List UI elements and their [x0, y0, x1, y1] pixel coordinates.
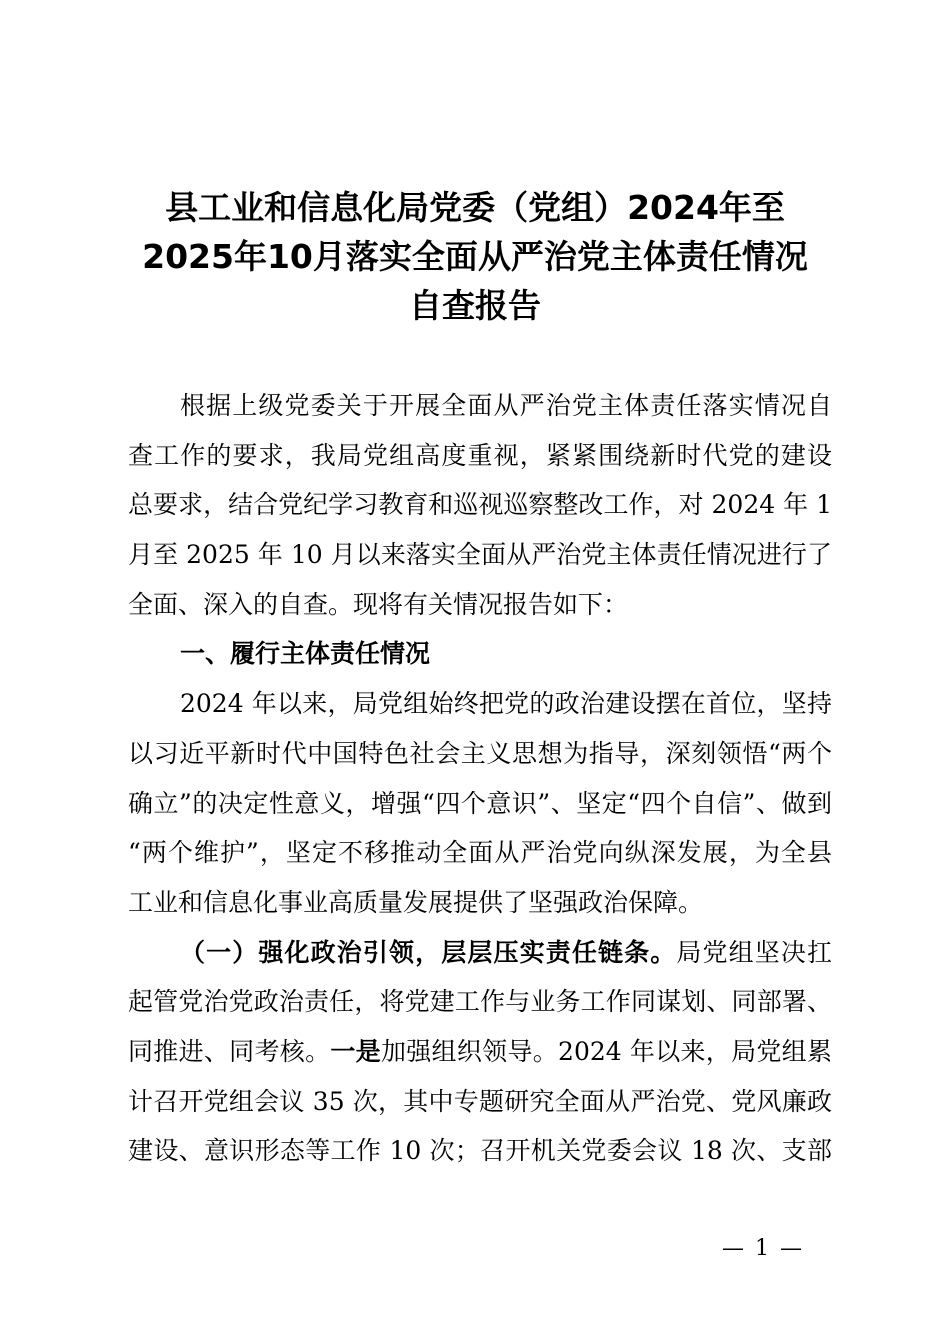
- text-line: [128, 629, 832, 679]
- title-line: 县工业和信息化局党委（党组）2024年至: [165, 188, 785, 227]
- text-segment: 起管党治党政治责任，将党建工作与业务工作同谋划、同部署、: [128, 987, 832, 1017]
- text-line: [128, 1126, 832, 1176]
- text-segment: 建设、意识形态等工作 10 次；召开机关党委会议 18 次、支部: [128, 1136, 832, 1166]
- title-line: 自查报告: [409, 286, 541, 325]
- text-segment: 查工作的要求，我局党组高度重视，紧紧围绕新时代党的建设: [128, 440, 832, 470]
- text-segment: 局党组坚决扛: [676, 937, 832, 967]
- page-number: — 1 —: [722, 1236, 804, 1261]
- text-line: [128, 480, 832, 530]
- text-segment: 加强组织领导。2024 年以来，局党组累: [380, 1036, 832, 1066]
- text-line: [128, 381, 832, 431]
- text-line: [128, 530, 832, 580]
- text-line: [128, 878, 832, 928]
- text-line: [128, 580, 832, 630]
- text-segment: 2024 年以来，局党组始终把党的政治建设摆在首位，坚持: [180, 689, 832, 719]
- bold-text: （一）强化政治引领，层层压实责任链条。: [180, 937, 677, 967]
- text-segment: 计召开党组会议 35 次，其中专题研究全面从严治党、党风廉政: [128, 1086, 832, 1116]
- text-line: [128, 679, 832, 729]
- text-line: [128, 779, 832, 829]
- text-segment: “两个维护”，坚定不移推动全面从严治党向纵深发展，为全县: [128, 838, 832, 868]
- bold-text: 一、履行主体责任情况: [180, 639, 431, 669]
- text-line: [128, 977, 832, 1027]
- bold-text: 一是: [330, 1036, 381, 1066]
- document-body: [128, 381, 832, 1176]
- document-title: [0, 183, 950, 330]
- text-segment: 同推进、同考核。: [128, 1036, 331, 1066]
- text-segment: 工业和信息化事业高质量发展提供了坚强政治保障。: [128, 887, 704, 917]
- text-segment: 全面、深入的自查。现将有关情况报告如下：: [128, 589, 629, 619]
- text-segment: 以习近平新时代中国特色社会主义思想为指导，深刻领悟“两个: [128, 738, 832, 768]
- text-line: [128, 828, 832, 878]
- text-segment: 确立”的决定性意义，增强“四个意识”、坚定“四个自信”、做到: [128, 788, 832, 818]
- text-segment: 总要求，结合党纪学习教育和巡视巡察整改工作，对 2024 年 1: [128, 490, 832, 520]
- text-segment: 根据上级党委关于开展全面从严治党主体责任落实情况自: [180, 391, 832, 420]
- text-segment: 月至 2025 年 10 月以来落实全面从严治党主体责任情况进行了: [128, 540, 832, 570]
- text-line: [128, 431, 832, 481]
- text-line: [128, 1027, 832, 1077]
- text-line: [128, 729, 832, 779]
- text-line: [128, 928, 832, 978]
- text-line: [128, 1077, 832, 1127]
- title-line: 2025年10月落实全面从严治党主体责任情况: [142, 237, 808, 276]
